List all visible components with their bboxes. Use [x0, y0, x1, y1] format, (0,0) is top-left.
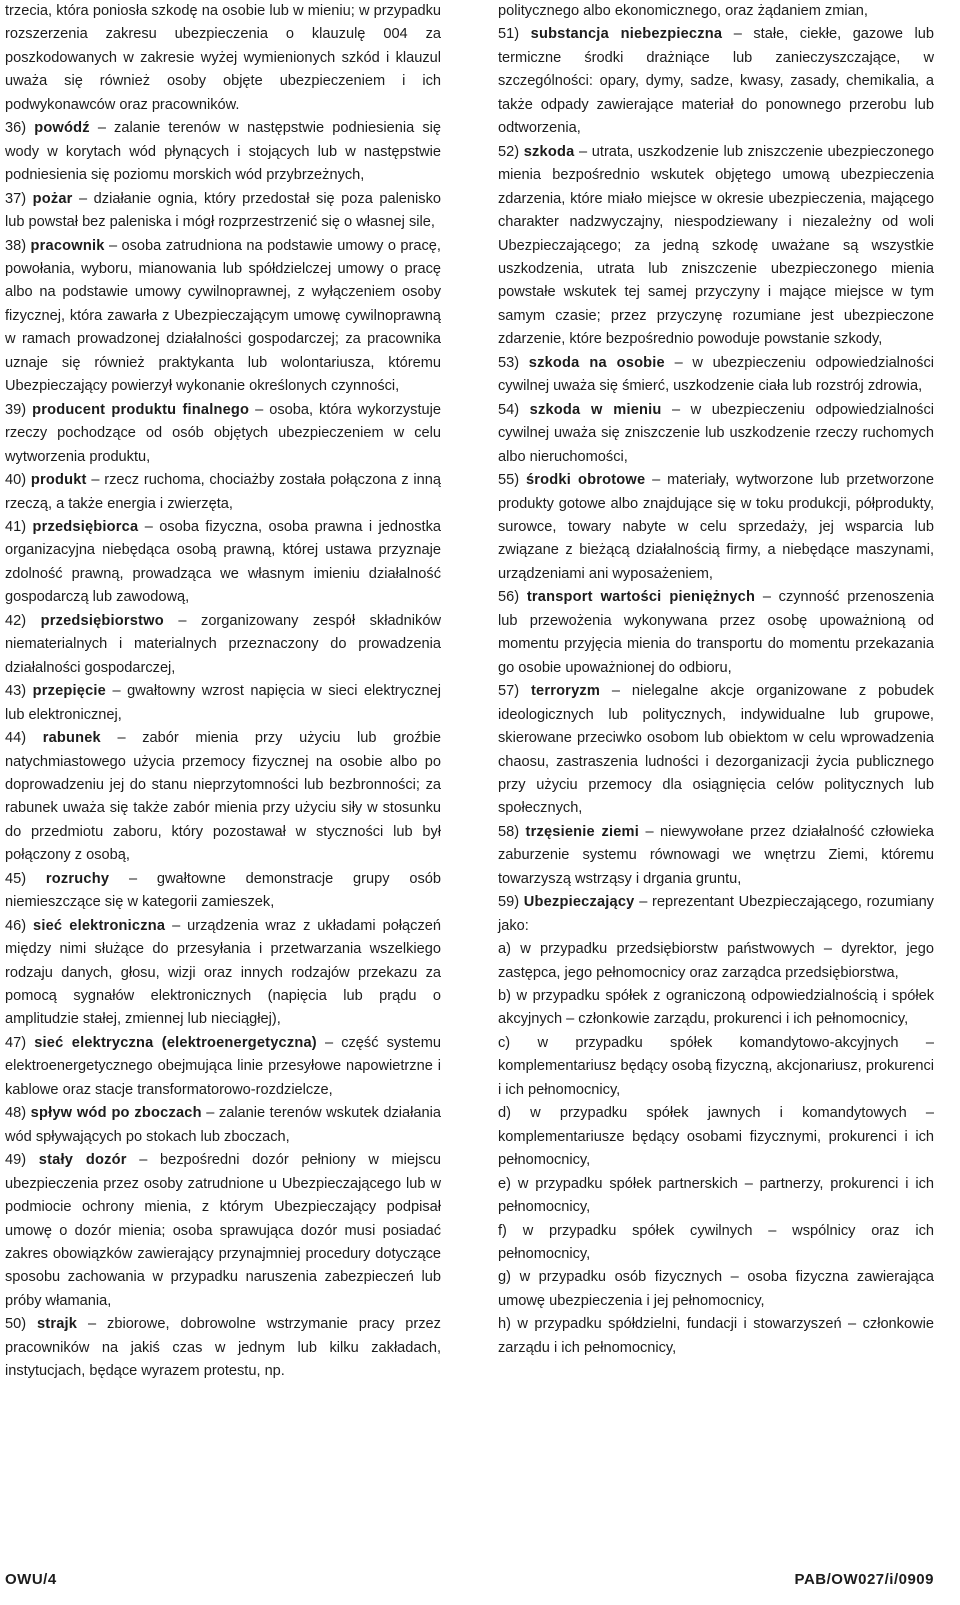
definition-text: – rzecz ruchoma, chociażby została połączona z inną rzeczą, a także energia i zwierzęta,: [5, 472, 441, 512]
definition-paragraph: [5, 469, 441, 516]
definition-text: – w ubezpieczeniu odpowiedzialności cywilnej uważa się śmierć, uszkodzenie ciała lub rozstrój zdrowia,: [498, 354, 934, 395]
definition-text: w przypadku spółek partnerskich – partnerzy, prokurenci i ich pełnomocnicy,: [498, 1175, 934, 1216]
definition-text: w przypadku spółek komandytowo-akcyjnych – komplementariusz będący osobą fizyczną, akcjonariusz, prokurenci i ich pełnomocnicy,: [498, 1034, 934, 1098]
definition-paragraph: [498, 1266, 934, 1313]
defined-term: substancja niebezpieczna: [530, 26, 723, 43]
definition-paragraph: [5, 1032, 441, 1102]
definition-text: w przypadku spółek z ograniczoną odpowiedzialnością i spółek akcyjnych – członkowie zarządu, prokurenci i ich pełnomocnicy,: [498, 988, 934, 1028]
defined-term: rozruchy: [45, 870, 110, 887]
definition-text: – utrata, uszkodzenie lub zniszczenie ubezpieczonego mienia bezpośrednio wskutek objętego umową ubezpieczenia zdarzenia, które miało miejsce w okresie ubezpieczenia, mającego charakter nadzwyczajny, niespodziewany i niezależny od woli Ubezpieczającego; za jedną szkodę uważane są wszystkie uszkodzenia, utrata lub zniszczenie ubezpieczonego mienia powstałe wskutek tej samej przyczyny i mające miejsce w tym samym czasie; przez przyczynę rozumiane jest ubezpieczone zdarzenie, które bezpośrednio powoduje powstanie szkody,: [498, 143, 934, 348]
definition-text: – czynność przenoszenia lub przewożenia wykonywana przez osobę upoważnioną od momentu przyjęcia mienia do transportu do momentu przekazania go osobie upoważnionej do odbioru,: [498, 589, 935, 676]
definition-paragraph: [498, 586, 934, 680]
defined-term: spływ wód po zboczach: [30, 1105, 202, 1122]
defined-term: produkt: [30, 472, 87, 489]
defined-term: producent produktu finalnego: [32, 401, 250, 418]
item-number: 45): [5, 870, 27, 887]
item-number: 52): [498, 143, 520, 160]
item-number: 59): [498, 894, 520, 911]
item-number: 54): [498, 401, 520, 418]
defined-term: szkoda w mieniu: [529, 401, 662, 418]
definition-paragraph: [498, 0, 934, 23]
definition-paragraph: [498, 352, 934, 399]
definition-paragraph: [498, 23, 934, 140]
definition-paragraph: [5, 610, 441, 680]
defined-term: transport wartości pieniężnych: [526, 589, 756, 606]
defined-term: trzęsienie ziemi: [525, 823, 639, 840]
item-number: 39): [5, 401, 27, 418]
item-number: 44): [5, 730, 27, 747]
item-number: 53): [498, 354, 520, 371]
defined-term: powódź: [34, 120, 90, 137]
item-number: 56): [498, 589, 520, 606]
defined-term: strajk: [36, 1316, 78, 1333]
footer-left: OWU/4: [5, 1571, 57, 1588]
definition-text: – materiały, wytworzone lub przetworzone produkty gotowe albo znajdujące się w toku produkcji, półprodukty, surowce, towary nabyte w celu sprzedaży, jej wsparcia lub związane z bieżącą działalnością firmy, a niebędące maszynami, urządzeniami ani wyposażeniem,: [498, 472, 934, 582]
definition-text: – urządzenia wraz z układami połączeń między nimi służące do przesyłania i przetwarzania wszelkiego rodzaju danych, głosu, wizji oraz innych rodzajów przekazu za pomocą sygnałów elektronicznych (napięcia lub prądu o amplitudzie stałej, zmiennej lub nieciągłej),: [5, 917, 441, 1028]
item-number: 55): [498, 472, 520, 489]
defined-term: szkoda: [523, 143, 575, 160]
definition-text: – nielegalne akcje organizowane z pobudek ideologicznych lub politycznych, indywidualne lub grupowe, skierowane przeciwko osobom lub obiektom w celu wprowadzenia chaosu, zastraszenia ludności i dezorganizacji życia publicznego przy użyciu przemocy dla osiągnięcia celów politycznych lub społecznych,: [498, 683, 934, 817]
definition-paragraph: [5, 1313, 441, 1383]
item-number: 49): [5, 1152, 27, 1169]
definition-paragraph: [5, 0, 441, 117]
item-number: g): [498, 1269, 511, 1286]
definition-paragraph: [498, 1220, 934, 1267]
definition-paragraph: [498, 1173, 934, 1220]
defined-term: środki obrotowe: [525, 472, 646, 489]
definition-text: w przypadku spółdzielni, fundacji i stowarzyszeń – członkowie zarządu i ich pełnomocnicy,: [498, 1316, 934, 1356]
item-number: f): [498, 1222, 507, 1239]
definition-text: – zorganizowany zespół składników niematerialnych i materialnych przeznaczony do prowadzenia działalności gospodarczej,: [5, 612, 441, 676]
item-number: 46): [5, 917, 27, 934]
definition-paragraph: [498, 985, 934, 1032]
definition-paragraph: [498, 1102, 934, 1172]
definition-text: w przypadku spółek jawnych i komandytowych – komplementariusze będący osobami fizycznymi, prokurenci i ich pełnomocnicy,: [498, 1105, 934, 1169]
definition-text: – niewywołane przez działalność człowieka zaburzenie systemu równowagi we wnętrzu Ziemi, któremu towarzyszą wstrząsy i drgania gruntu,: [498, 823, 934, 887]
definition-text: – gwałtowny wzrost napięcia w sieci elektrycznej lub elektronicznej,: [5, 683, 441, 723]
definition-paragraph: [5, 868, 441, 915]
definition-text: – stałe, ciekłe, gazowe lub termiczne środki drażniące lub zanieczyszczające, w szczególności: opary, dymy, sadze, kwasy, zasady, chemikalia, a także odpady zawierające materiał do ponownego przerobu lub odtworzenia,: [498, 26, 935, 137]
item-number: c): [498, 1034, 511, 1051]
item-number: h): [498, 1316, 511, 1333]
definition-text: – część systemu elektroenergetycznego obejmująca linie przesyłowe napowietrzne i kablowe oraz stacje transformatorowo-rozdzielcze,: [5, 1034, 441, 1098]
definition-text: w przypadku przedsiębiorstw państwowych – dyrektor, jego zastępca, jego pełnomocnicy oraz zarządca przedsiębiorstwa,: [498, 941, 934, 981]
definition-text: – zabór mienia przy użyciu lub groźbie natychmiastowego użycia przemocy fizycznej na osobie albo po doprowadzeniu jej do stanu nieprzytomności lub bezbronności; za rabunek uważa się także zabór mienia przy użyciu siły w stosunku do przedmiotu zaboru, który pozostawał w styczności lub był połączony z osobą,: [5, 730, 441, 864]
defined-term: pracownik: [30, 237, 105, 254]
definition-text: – osoba, która wykorzystuje rzeczy pochodzące od osób objętych ubezpieczeniem w celu wytworzenia produktu,: [5, 401, 441, 465]
definition-paragraph: [5, 399, 441, 469]
definition-paragraph: [5, 188, 441, 235]
definition-paragraph: [498, 938, 934, 985]
item-number: 43): [5, 683, 27, 700]
definition-text: – zbiorowe, dobrowolne wstrzymanie pracy przez pracowników na jakiś czas w jednym lub kilku zakładach, instytucjach, będące wyrazem protestu, np.: [5, 1316, 441, 1380]
definition-paragraph: [498, 891, 934, 938]
definition-paragraph: [5, 516, 441, 610]
item-number: 41): [5, 518, 27, 535]
definition-text: w przypadku spółek cywilnych – wspólnicy oraz ich pełnomocnicy,: [498, 1222, 935, 1263]
item-number: 51): [498, 26, 520, 43]
item-number: e): [498, 1175, 511, 1192]
definition-text: – zalanie terenów wskutek działania wód spływających po stokach lub zboczach,: [5, 1105, 441, 1145]
definition-text: – zalanie terenów w następstwie podniesienia się wody w korytach wód płynących i stojących lub w następstwie podniesienia się poziomu morskich wód przybrzeżnych,: [5, 120, 441, 184]
definition-paragraph: [5, 117, 441, 187]
defined-term: przepięcie: [32, 683, 106, 700]
definition-text: w przypadku osób fizycznych – osoba fizyczna zawierająca umowę ubezpieczenia i jej pełnomocnicy,: [498, 1269, 934, 1309]
definition-text: – osoba fizyczna, osoba prawna i jednostka organizacyjna niebędąca osobą prawną, której ustawa przyznaje zdolność prawną, prowadząca we własnym imieniu działalność gospodarczą lub zawodową,: [5, 518, 441, 606]
definition-text: – osoba zatrudniona na podstawie umowy o pracę, powołania, wyboru, mianowania lub spółdzielczej umowy o pracę albo na podstawie umowy cywilnoprawnej, z wyłączeniem osoby fizycznej, która zawarła z Ubezpieczającym umowę cywilnoprawną w ramach prowadzonej działalności gospodarczej; za pracownika uznaje się również praktykanta lub wolontariusza, któremu Ubezpieczający powierzył wykonanie określonych czynności,: [5, 237, 441, 395]
definition-paragraph: [498, 141, 934, 352]
definition-paragraph: [498, 469, 934, 586]
definition-text: – działanie ognia, który przedostał się poza palenisko lub powstał bez paleniska i mógł rozprzestrzenić się o własnej sile,: [5, 190, 441, 231]
definition-paragraph: [498, 680, 934, 821]
defined-term: rabunek: [42, 730, 101, 747]
definition-paragraph: [5, 727, 441, 868]
item-number: 57): [498, 683, 520, 700]
defined-term: sieć elektroniczna: [33, 917, 166, 934]
definition-text: – gwałtowne demonstracje grupy osób niemieszczące się w kategorii zamieszek,: [5, 870, 441, 911]
definition-paragraph: [5, 1149, 441, 1313]
item-number: a): [498, 941, 511, 958]
definition-text: politycznego albo ekonomicznego, oraz żądaniem zmian,: [498, 3, 868, 19]
definition-paragraph: [498, 821, 934, 891]
definition-paragraph: [5, 680, 441, 727]
item-number: 37): [5, 190, 27, 207]
right-column: [498, 0, 934, 1360]
defined-term: szkoda na osobie: [528, 354, 665, 371]
item-number: 47): [5, 1034, 27, 1051]
defined-term: sieć elektryczna (elektroenergetyczna): [34, 1034, 317, 1051]
defined-term: przedsiębiorstwo: [40, 612, 164, 629]
definition-paragraph: [5, 1102, 441, 1149]
definition-text: – reprezentant Ubezpieczającego, rozumiany jako:: [498, 894, 934, 934]
definition-paragraph: [498, 1313, 934, 1360]
item-number: 58): [498, 823, 520, 840]
definition-text: – bezpośredni dozór pełniony w miejscu ubezpieczenia przez osoby zatrudnione u Ubezpieczającego lub w podmiocie ochrony mienia, z którym Ubezpieczający podpisał umowę o dozór mienia; osoba sprawująca dozór musi posiadać zakres obowiązków zawierający przynajmniej procedury dotyczące sposobu zachowania w przypadku naruszenia zabezpieczeń lub próby włamania,: [5, 1152, 441, 1309]
defined-term: pożar: [32, 190, 73, 207]
definition-text: – w ubezpieczeniu odpowiedzialności cywilnej uważa się zniszczenie lub uszkodzenie rzeczy ruchomych albo nieruchomości,: [498, 401, 935, 465]
defined-term: przedsiębiorca: [32, 518, 139, 535]
definition-text: trzecia, która poniosła szkodę na osobie lub w mieniu; w przypadku rozszerzenia zakresu ubezpieczenia o klauzulę 004 za poszkodowanych w zakresie wyżej wymienionych szkód i klauzul uważa się również osoby objęte ubezpieczeniem i ich podwykonawców oraz pracowników.: [5, 3, 441, 113]
item-number: b): [498, 988, 511, 1005]
definition-paragraph: [498, 399, 934, 469]
item-number: 36): [5, 120, 27, 137]
definition-paragraph: [498, 1032, 934, 1102]
item-number: 42): [5, 612, 27, 629]
definition-paragraph: [5, 235, 441, 399]
defined-term: Ubezpieczający: [523, 894, 635, 911]
footer-right: PAB/OW027/i/0909: [794, 1571, 934, 1588]
item-number: 40): [5, 472, 27, 489]
item-number: 50): [5, 1316, 27, 1333]
definition-paragraph: [5, 915, 441, 1032]
item-number: 38): [5, 237, 27, 254]
defined-term: terroryzm: [530, 683, 601, 700]
left-column: [5, 0, 441, 1384]
item-number: d): [498, 1105, 511, 1122]
defined-term: stały dozór: [38, 1152, 127, 1169]
item-number: 48): [5, 1105, 27, 1122]
